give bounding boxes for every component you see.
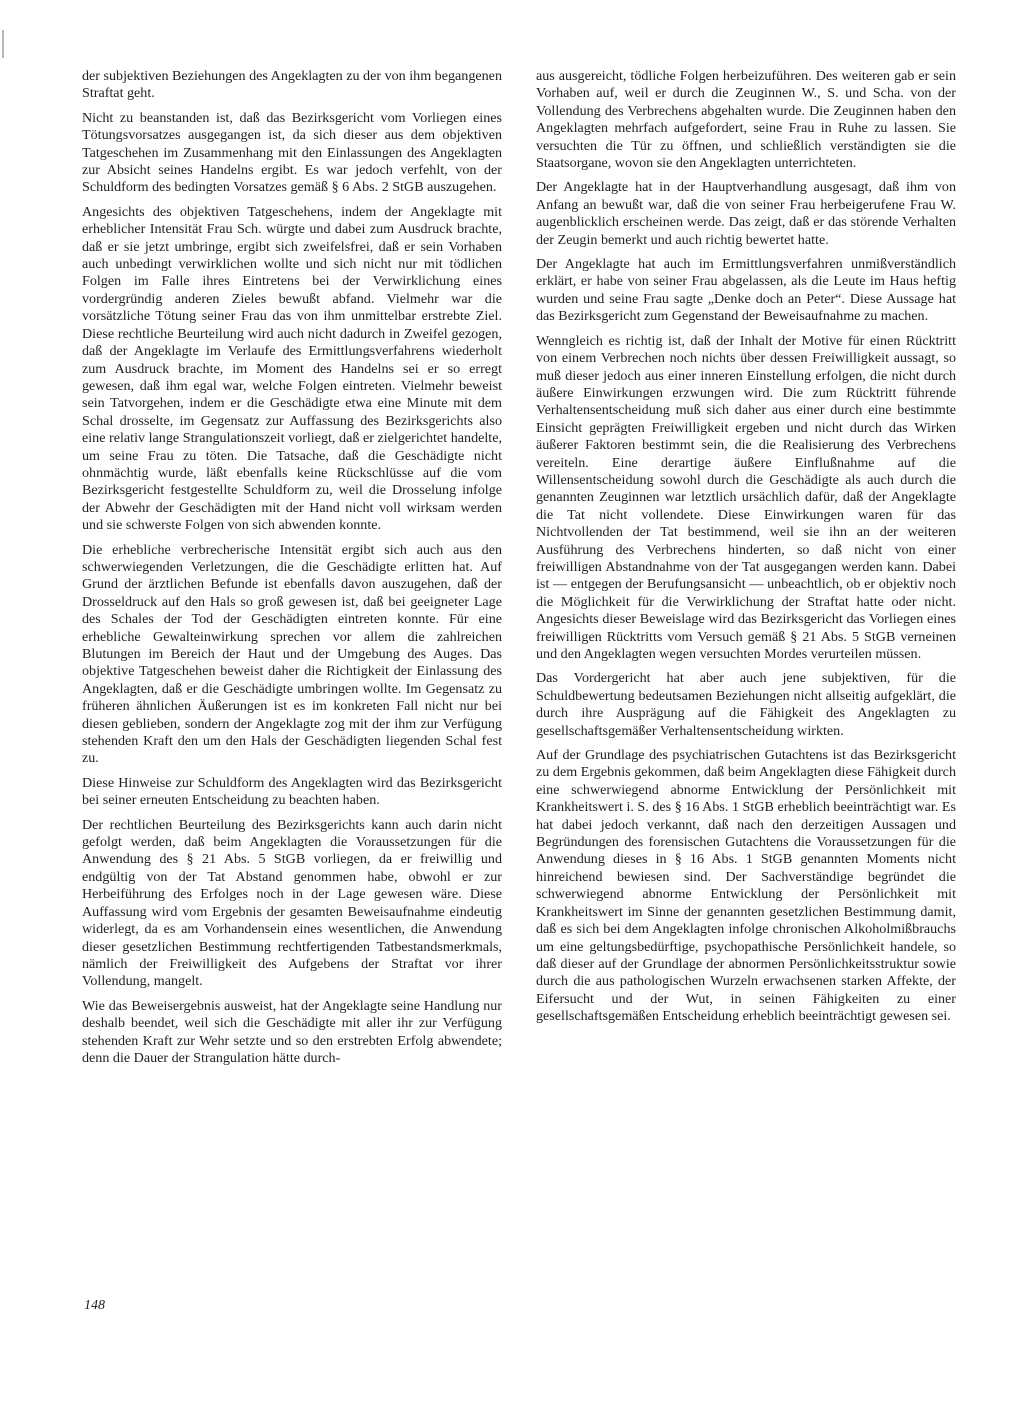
paragraph: aus ausgereicht, tödliche Folgen herbeizuführen. Des weiteren gab er sein Vorhaben auf, weil er durch die Zeuginnen W., S. und Scha. von der Vollendung des Verbrechens abgehalten wurde. Die Zeuginnen haben den Angeklagten mehrfach aufgefordert, seine Frau in Ruhe zu lassen. Sie versuchten die Tür zu öffnen, und schließlich verständigten sie die Staatsorgane, wovon sie den Angeklagten unterrichteten. (536, 68, 956, 172)
paragraph: Die erhebliche verbrecherische Intensität ergibt sich auch aus den schwerwiegenden Verletzungen, die die Geschädigte erlitten hat. Auf Grund der ärztlichen Befunde ist ebenfalls davon auszugehen, daß der Drosseldruck auf den Hals so groß gewesen ist, daß bei geeigneter Lage des Schales der Tod der Geschädigten eintreten konnte. Für eine erhebliche Gewalteinwirkung sprechen vor allem die zahlreichen Blutungen im Bereich der Haut und der Umgebung des Auges. Das objektive Tatgeschehen beweist daher die Richtigkeit der Einlassung des Angeklagten, daß er die Geschädigte umbringen wollte. Im Gegensatz zu früheren ähnlichen Äußerungen ist es im konkreten Fall nicht nur bei diesen geblieben, sondern der Angeklagte zog mit der ihm zur Verfügung stehenden Kraft den um den Hals der Geschädigten liegenden Schal fest zu. (82, 541, 502, 767)
paragraph: Angesichts des objektiven Tatgeschehens, indem der Angeklagte mit erheblicher Intensität Frau Sch. würgte und dabei zum Ausdruck brachte, daß er sie jetzt umbringe, ergibt sich zweifelsfrei, daß er sein Vorhaben auch unbedingt verwirklichen wollte und sich nicht nur mit tödlichen Folgen im Falle ihres Eintretens bei der Verwirklichung eines vordergründig anderen Zieles bewußt abfand. Vielmehr war die vorsätzliche Tötung seiner Frau das von ihm unmittelbar erstrebte Ziel. Diese rechtliche Beurteilung wird auch nicht dadurch in Zweifel gezogen, daß der Angeklagte im Verlaufe des Ermittlungsverfahrens wiederholt zum Ausdruck brachte, im Moment des Handelns sei er so erregt gewesen, daß ihm egal war, welche Folgen eintreten. Vielmehr beweist sein Tatvorgehen, indem er die Geschädigte etwa eine Minute mit dem Schal drosselte, im Gegensatz zur Auffassung des Bezirksgerichts also eine relativ lange Strangulationszeit vorliegt, daß er zielgerichtet handelte, um seine Frau zu töten. Die Tatsache, daß die Geschädigte nicht ohnmächtig wurde, läßt ebenfalls keine Rückschlüsse auf die vom Bezirksgericht festgestellte Schuldform zu, weil die Drosselung infolge der Abwehr der Geschädigten mit der Hand nicht voll wirksam werden und sie schwerste Folgen von sich abwenden konnte. (82, 203, 502, 534)
paragraph: der subjektiven Beziehungen des Angeklagten zu der von ihm begangenen Straftat geht. (82, 68, 502, 102)
paragraph: Das Vordergericht hat aber auch jene subjektiven, für die Schuldbewertung bedeutsamen Beziehungen nicht allseitig aufgeklärt, die durch ihre Ausprägung auf die Fähigkeit des Angeklagten zu gesellschaftsgemäßer Verhaltensentscheidung wirkten. (536, 670, 956, 739)
left-text-column (82, 68, 502, 1074)
paragraph: Der rechtlichen Beurteilung des Bezirksgerichts kann auch darin nicht gefolgt werden, daß beim Angeklagten die Voraussetzungen für die Anwendung des § 21 Abs. 5 StGB vorliegen, da er freiwillig und endgültig von der Tat Abstand genommen habe, obwohl er zur Herbeiführung des Erfolges noch in der Lage gewesen wäre. Diese Auffassung wird vom Ergebnis der gesamten Beweisaufnahme eindeutig widerlegt, da es am Vorhandensein eines wesentlichen, die Anwendung dieser gesetzlichen Bestimmung rechtfertigenden Tatbestandsmerkmals, nämlich der Freiwilligkeit des Aufgebens der Straftat vor ihrer Vollendung, mangelt. (82, 816, 502, 990)
paragraph: Auf der Grundlage des psychiatrischen Gutachtens ist das Bezirksgericht zu dem Ergebnis gekommen, daß beim Angeklagten diese Fähigkeit durch eine schwerwiegend abnorme Entwicklung der Persönlichkeit mit Krankheitswert i. S. des § 16 Abs. 1 StGB erheblich beeinträchtigt war. Es hat dabei jedoch verkannt, daß nach den derzeitigen Aussagen und Begründungen des forensischen Gutachtens die Voraussetzungen für die Anwendung dieses in § 16 Abs. 1 StGB genannten Moments nicht hinreichend bewiesen sind. Der Sachverständige begründet die schwerwiegend abnorme Entwicklung der Persönlichkeit mit Krankheitswert im Sinne der genannten gesetzlichen Bestimmung damit, daß es sich bei dem Angeklagten infolge chronischen Alkoholmißbrauchs um eine geltungsbedürftige, psychopathische Persönlichkeit handele, so daß dieser auf der Grundlage der abnormen Persönlichkeitsstruktur sowie durch die aus pathologischen Wurzeln erwachsenen starken Affekte, der Eifersucht und der Wut, in seinen Fähigkeiten zu einer gesellschaftsgemäßen Entscheidung erheblich beeinträchtigt gewesen sei. (536, 747, 956, 1025)
paragraph: Der Angeklagte hat in der Hauptverhandlung ausgesagt, daß ihm von Anfang an bewußt war, daß die von seiner Frau herbeigerufene Frau W. augenblicklich erscheinen werde. Das zeigt, daß er das störende Verhalten der Zeugin bemerkt und auch richtig bewertet hatte. (536, 179, 956, 248)
paragraph: Diese Hinweise zur Schuldform des Angeklagten wird das Bezirksgericht bei seiner erneuten Entscheidung zu beachten haben. (82, 774, 502, 809)
paragraph: Nicht zu beanstanden ist, daß das Bezirksgericht vom Vorliegen eines Tötungsvorsatzes ausgegangen ist, da sich dieser aus dem objektiven Tatgeschehen im Zusammenhang mit den Einlassungen des Angeklagten zur Absicht seines Handelns ergibt. Es war jedoch verfehlt, von der Schuldform des bedingten Vorsatzes gemäß § 6 Abs. 2 StGB auszugehen. (82, 109, 502, 196)
paragraph: Wie das Beweisergebnis ausweist, hat der Angeklagte seine Handlung nur deshalb beendet, weil sich die Geschädigte mit aller ihr zur Verfügung stehenden Kraft zur Wehr setzte und so den erstrebten Erfolg abwendete; denn die Dauer der Strangulation hätte durch- (82, 997, 502, 1066)
scan-edge-mark (2, 30, 4, 58)
right-text-column (536, 68, 956, 1033)
paragraph: Der Angeklagte hat auch im Ermittlungsverfahren unmißverständlich erklärt, er habe von seiner Frau abgelassen, als die Leute im Haus heftig wurden und seine Frau sagte „Denke doch an Peter“. Diese Aussage hat das Bezirksgericht zum Gegenstand der Beweisaufnahme zu machen. (536, 256, 956, 325)
page-number: 148 (84, 1298, 105, 1313)
paragraph: Wenngleich es richtig ist, daß der Inhalt der Motive für einen Rücktritt von einem Verbrechen noch nichts über dessen Freiwilligkeit aussagt, so muß dieser jedoch aus einer inneren Einstellung erfolgen, die nicht durch äußere Einwirkungen erzwungen wird. Die zum Rücktritt führende Verhaltensentscheidung muß sich daher aus einer durch eine bestimmte Einsicht geprägten Freiwilligkeit ergeben und nicht durch das Wirken äußerer Faktoren bestimmt sein, die die Realisierung des Verbrechens vereiteln. Eine derartige äußere Einflußnahme auf die Willensentscheidung sowohl durch die Geschädigte als auch durch die genannten Zeuginnen war letztlich ursächlich dafür, daß der Angeklagte die Tat nicht vollendete. Diese Einwirkungen waren für das Nichtvollenden der Tat bestimmend, weil sie ihn an der weiteren Ausführung des Verbrechens hinderten, so daß nicht von einer freiwilligen Abstandnahme von der Tat ausgegangen werden kann. Dabei ist — entgegen der Berufungsansicht — unbeachtlich, ob er objektiv noch die Möglichkeit für die Verwirklichung der Straftat hatte oder nicht. Angesichts dieser Beweislage wird das Bezirksgericht das Vorliegen eines freiwilligen Rücktritts vom Versuch gemäß § 21 Abs. 5 StGB verneinen und den Angeklagten wegen versuchten Mordes verurteilen müssen. (536, 332, 956, 662)
